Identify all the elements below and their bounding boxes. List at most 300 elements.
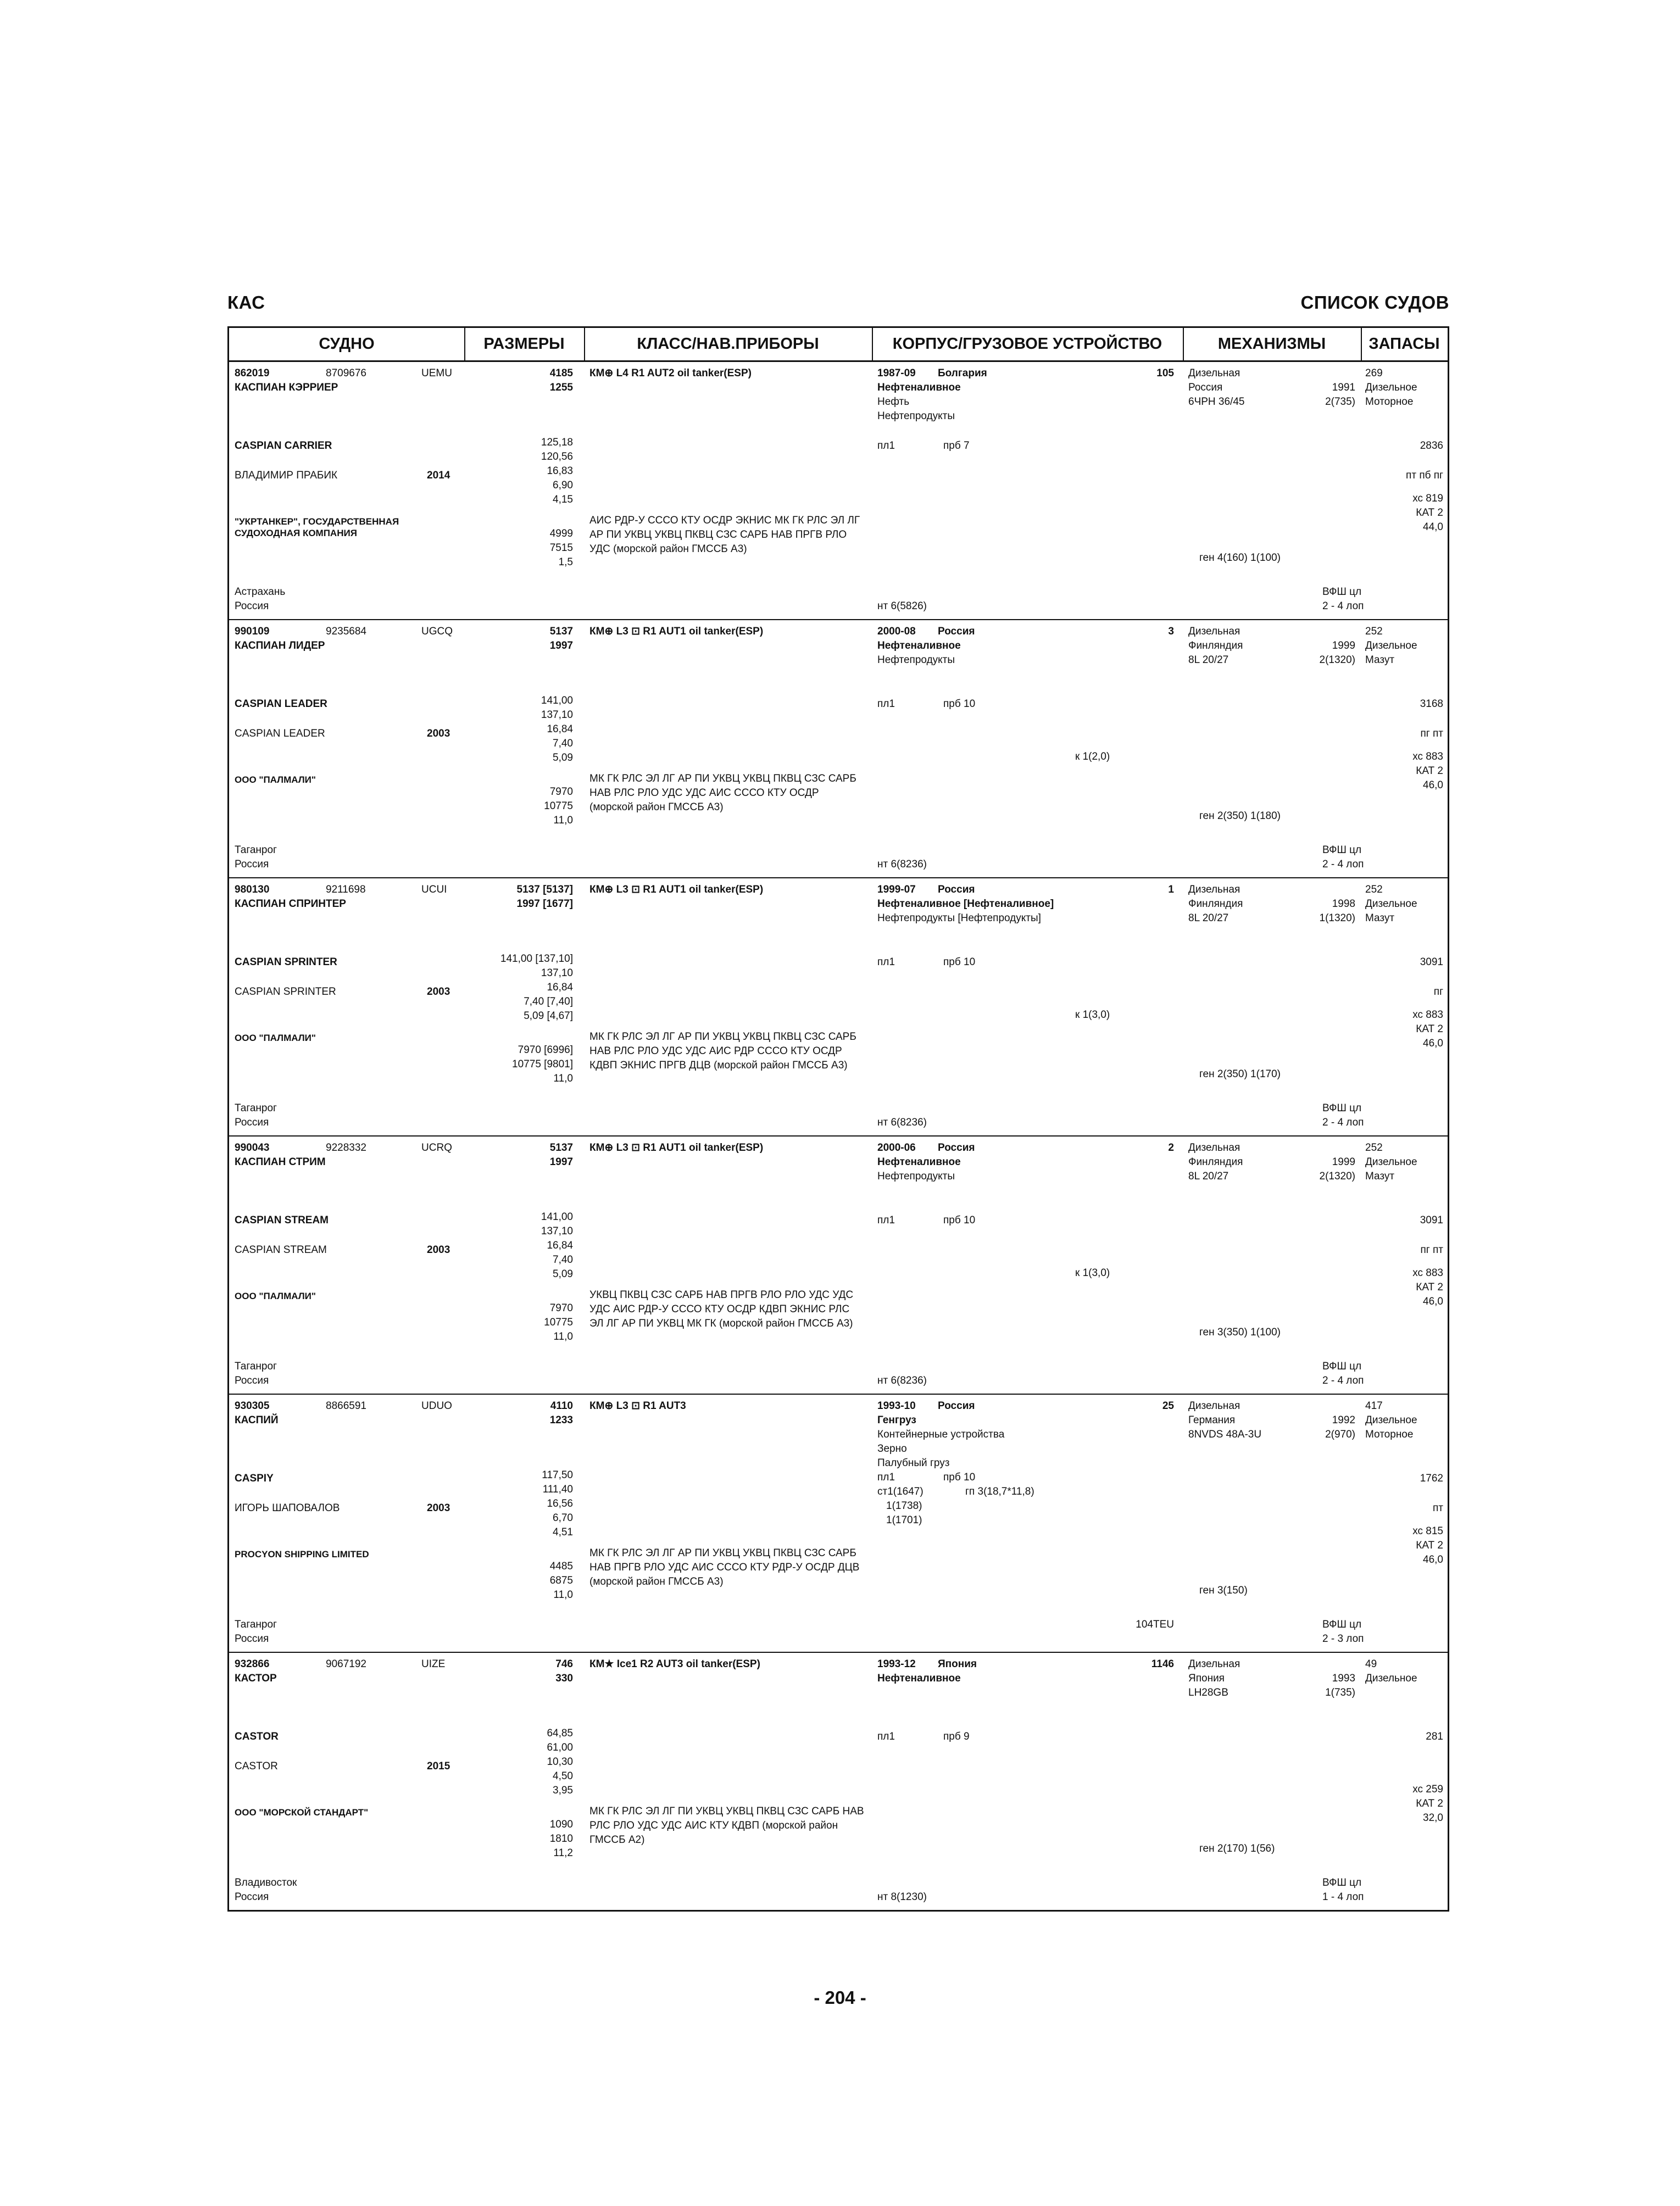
propeller-blades: 2 - 4 лоп: [1322, 1117, 1364, 1128]
dimension-value: 61,00: [547, 1742, 573, 1753]
former-year: 2014: [427, 470, 450, 481]
ship-record: [229, 1137, 1448, 1395]
engine-power: 1(1320): [1319, 912, 1355, 924]
supply-category: КАТ 2: [1416, 1282, 1443, 1293]
dimension-value: 7,40: [553, 738, 573, 749]
bulkhead-count: прб 10: [943, 1215, 976, 1226]
former-year: 2015: [427, 1761, 450, 1772]
engine-type: Дизельная: [1188, 367, 1240, 379]
hull-builder: Россия: [938, 1142, 975, 1154]
engine-power: 2(1320): [1319, 654, 1355, 666]
capacity-value: 4999: [549, 528, 573, 539]
engine-model: 8L 20/27: [1188, 1171, 1229, 1182]
tank-types: пг: [1433, 986, 1443, 998]
capacity-value: 7970: [549, 786, 573, 798]
propeller-type: ВФШ цл: [1322, 1102, 1362, 1114]
crane-info: к 1(3,0): [1075, 1009, 1110, 1021]
flag: Россия: [235, 1891, 269, 1903]
flag: Россия: [235, 1633, 269, 1645]
cargo-type: Нефтепродукты [Нефтепродукты]: [877, 912, 1041, 924]
ship-name-en: CASPIAN SPRINTER: [235, 956, 337, 968]
engine-model: 8L 20/27: [1188, 912, 1229, 924]
ballast-tanks: нт 6(8236): [877, 1375, 927, 1386]
imo-number: 9235684: [326, 626, 366, 637]
hull-build-date: 1993-10: [877, 1400, 916, 1412]
dimension-value: 137,10: [541, 967, 573, 979]
hatch-size: 1(1701): [886, 1514, 922, 1526]
dimension-value: 137,10: [541, 709, 573, 721]
dimension-value: 7,40 [7,40]: [524, 996, 573, 1007]
propeller-blades: 2 - 4 лоп: [1322, 859, 1364, 870]
hull-type: Нефтеналивное: [877, 1156, 961, 1168]
deck-count: пл1: [877, 1215, 895, 1226]
engine-model: LH28GB: [1188, 1687, 1228, 1698]
capacity-value: 11,0: [553, 1331, 573, 1342]
dimension-value: 16,84: [547, 1240, 573, 1251]
hull-type: Нефтеналивное: [877, 382, 961, 393]
cargo-type: Нефтепродукты: [877, 410, 955, 422]
ship-id: 930305: [235, 1400, 270, 1412]
ship-id: 990043: [235, 1142, 270, 1154]
nav-equipment: МК ГК РЛС ЭЛ ЛГ ПИ УКВЦ УКВЦ ПКВЦ СЗС САРБ НАВ РЛС РЛО УДС УДС АИС КТУ КДВП (морской район ГМССБ А2): [589, 1806, 864, 1846]
dimension-value: 64,85: [547, 1728, 573, 1739]
generators: ген 3(350) 1(100): [1199, 1327, 1281, 1338]
nav-equipment: МК ГК РЛС ЭЛ ЛГ АР ПИ УКВЦ УКВЦ ПКВЦ СЗС САРБ НАВ РЛС РЛО УДС УДС АИС СССО КТУ ОСДР (морской район ГМССБ А3): [589, 773, 856, 813]
capacity-value: 1810: [549, 1833, 573, 1845]
engine-year: 1999: [1332, 640, 1355, 651]
generators: ген 4(160) 1(100): [1199, 552, 1281, 564]
dimension-value: 141,00: [541, 1211, 573, 1223]
generators: ген 2(350) 1(180): [1199, 810, 1281, 822]
propeller-blades: 2 - 4 лоп: [1322, 600, 1364, 612]
capacity-value: 10775: [544, 1317, 573, 1328]
engine-power: 2(1320): [1319, 1171, 1355, 1182]
hull-type: Генгруз: [877, 1414, 916, 1426]
supply-value: 32,0: [1423, 1812, 1443, 1824]
former-name: CASPIAN LEADER: [235, 728, 325, 739]
net-tonnage: 1997: [549, 1156, 573, 1168]
owner: ООО "ПАЛМАЛИ": [235, 775, 316, 785]
supply-category: КАТ 2: [1416, 765, 1443, 777]
capacity-value: 7515: [549, 542, 573, 554]
ship-id: 980130: [235, 884, 270, 895]
supply-total: 417: [1365, 1400, 1383, 1412]
hull-build-date: 1999-07: [877, 884, 916, 895]
dimension-value: 4,15: [553, 494, 573, 505]
ship-name-ru: КАСПИАН КЭРРИЕР: [235, 382, 338, 393]
class-notation: КМ⊕ L3 ⊡ R1 AUT1 oil tanker(ESP): [589, 884, 764, 895]
dimension-value: 137,10: [541, 1225, 573, 1237]
supply-value: 46,0: [1423, 1554, 1443, 1566]
home-port: Таганрог: [235, 1361, 277, 1372]
call-sign: UDUO: [421, 1400, 452, 1412]
hull-type: Нефтеналивное: [877, 640, 961, 651]
fuel-type-1: Дизельное: [1365, 640, 1417, 651]
dimension-value: 16,56: [547, 1498, 573, 1509]
capacity-value: 6875: [549, 1575, 573, 1586]
cargo-type: Контейнерные устройства: [877, 1429, 1005, 1440]
deck-count: пл1: [877, 440, 895, 452]
dimension-value: 125,18: [541, 437, 573, 448]
ship-name-ru: КАСПИАН СТРИМ: [235, 1156, 326, 1168]
dimension-value: 111,40: [542, 1484, 573, 1495]
ship-id: 932866: [235, 1658, 270, 1670]
supply-capacity: 2836: [1420, 440, 1443, 452]
hull-number: 25: [1162, 1400, 1174, 1412]
nav-equipment: МК ГК РЛС ЭЛ ЛГ АР ПИ УКВЦ УКВЦ ПКВЦ СЗС САРБ НАВ ПРГВ РЛО УДС АИС СССО КТУ РДР-У ОСДР ДЦВ (морской район ГМССБ А3): [589, 1547, 860, 1587]
engine-country: Япония: [1188, 1673, 1225, 1684]
gross-tonnage: 4110: [550, 1400, 573, 1412]
container-capacity: 104TEU: [1136, 1619, 1174, 1630]
hull-builder: Россия: [938, 626, 975, 637]
ballast-tanks: нт 6(5826): [877, 600, 927, 612]
col-header-vessel: СУДНО: [229, 328, 464, 362]
hull-number: 1146: [1151, 1658, 1174, 1670]
former-name: ВЛАДИМИР ПРАБИК: [235, 470, 338, 481]
dimension-value: 16,84: [547, 723, 573, 735]
call-sign: UEMU: [421, 367, 452, 379]
hull-type: Нефтеналивное [Нефтеналивное]: [877, 898, 1054, 910]
dimension-value: 117,50: [542, 1469, 573, 1481]
capacity-value: 7970: [549, 1302, 573, 1314]
col-divider: [464, 328, 465, 362]
cargo-type: Нефтепродукты: [877, 654, 955, 666]
engine-year: 1992: [1332, 1414, 1355, 1426]
col-header-dimensions: РАЗМЕРЫ: [464, 328, 584, 362]
class-notation: КМ⊕ L3 ⊡ R1 AUT1 oil tanker(ESP): [589, 626, 764, 637]
class-notation: КМ⊕ L3 ⊡ R1 AUT1 oil tanker(ESP): [589, 1142, 764, 1154]
flag: Россия: [235, 1117, 269, 1128]
supply-category: КАТ 2: [1416, 1798, 1443, 1809]
fuel-type-1: Дизельное: [1365, 1673, 1417, 1684]
owner: ООО "ПАЛМАЛИ": [235, 1291, 316, 1301]
capacity-value: 11,2: [553, 1847, 573, 1859]
fuel-type-1: Дизельное: [1365, 898, 1417, 910]
fuel-type-2: Мазут: [1365, 1171, 1395, 1182]
imo-number: 8866591: [326, 1400, 366, 1412]
supply-capacity: 3091: [1420, 1215, 1443, 1226]
col-divider: [584, 328, 585, 362]
cargo-type: Нефть: [877, 396, 910, 408]
engine-type: Дизельная: [1188, 1658, 1240, 1670]
hull-number: 3: [1168, 626, 1174, 637]
engine-country: Финляндия: [1188, 1156, 1243, 1168]
page-number: - 204 -: [814, 1987, 866, 2008]
engine-power: 2(735): [1325, 396, 1355, 408]
capacity-value: 4485: [549, 1561, 573, 1572]
capacity-value: 1,5: [558, 556, 573, 568]
crane-info: к 1(2,0): [1075, 751, 1110, 762]
dimension-value: 6,70: [553, 1512, 573, 1524]
home-port: Таганрог: [235, 1619, 277, 1630]
dimension-value: 141,00: [541, 695, 573, 706]
engine-year: 1999: [1332, 1156, 1355, 1168]
ballast-tanks: нт 6(8236): [877, 859, 927, 870]
supply-capacity: 3168: [1420, 698, 1443, 710]
supply-xc: хс 815: [1412, 1525, 1443, 1537]
ship-record: [229, 1395, 1448, 1653]
bulkhead-count: прб 10: [943, 1472, 976, 1483]
flag: Россия: [235, 859, 269, 870]
engine-country: Россия: [1188, 382, 1223, 393]
supply-xc: хс 883: [1412, 751, 1443, 762]
supply-category: КАТ 2: [1416, 507, 1443, 519]
deck-count: пл1: [877, 956, 895, 968]
supply-xc: хс 883: [1412, 1009, 1443, 1021]
generators: ген 2(350) 1(170): [1199, 1068, 1281, 1080]
bulkhead-count: прб 9: [943, 1731, 970, 1742]
dimension-value: 16,83: [547, 465, 573, 477]
ship-id: 990109: [235, 626, 270, 637]
gross-tonnage: 5137: [549, 626, 573, 637]
ballast-tanks: нт 6(8236): [877, 1117, 927, 1128]
bulkhead-count: прб 10: [943, 956, 976, 968]
col-header-supplies: ЗАПАСЫ: [1361, 328, 1448, 362]
col-divider: [1183, 328, 1184, 362]
cargo-type: Палубный груз: [877, 1457, 950, 1469]
capacity-value: 7970 [6996]: [518, 1044, 573, 1056]
ship-name-ru: КАСПИЙ: [235, 1414, 279, 1426]
fuel-type-2: Моторное: [1365, 396, 1414, 408]
generators: ген 2(170) 1(56): [1199, 1843, 1275, 1854]
engine-type: Дизельная: [1188, 884, 1240, 895]
call-sign: UCUI: [421, 884, 447, 895]
home-port: Владивосток: [235, 1877, 297, 1889]
net-tonnage: 1233: [549, 1414, 573, 1426]
deck-count: пл1: [877, 1731, 895, 1742]
tank-types: пт пб пг: [1406, 470, 1443, 481]
home-port: Таганрог: [235, 844, 277, 856]
bulkhead-count: прб 7: [943, 440, 970, 452]
dimension-value: 7,40: [553, 1254, 573, 1266]
class-notation: КМ★ Ice1 R2 AUT3 oil tanker(ESP): [589, 1658, 760, 1670]
nav-equipment: УКВЦ ПКВЦ СЗС САРБ НАВ ПРГВ РЛО РЛО УДС УДС УДС АИС РДР-У СССО КТУ ОСДР КДВП ЭКНИС РЛС ЭЛ ЛГ АР ПИ УКВЦ МК ГК (морской район ГМССБ А3): [589, 1289, 854, 1329]
capacity-value: 11,0: [553, 1073, 573, 1084]
nav-equipment: МК ГК РЛС ЭЛ ЛГ АР ПИ УКВЦ УКВЦ ПКВЦ СЗС САРБ НАВ РЛС РЛО УДС УДС АИС РДР СССО КТУ ОСДР КДВП ЭКНИС ПРГВ ДЦВ (морской район ГМССБ А3): [589, 1031, 856, 1071]
imo-number: 8709676: [326, 367, 366, 379]
ship-name-ru: КАСПИАН СПРИНТЕР: [235, 898, 346, 910]
tank-types: пг пт: [1420, 728, 1443, 739]
hull-build-date: 2000-06: [877, 1142, 916, 1154]
engine-type: Дизельная: [1188, 626, 1240, 637]
imo-number: 9067192: [326, 1658, 366, 1670]
capacity-value: 10775: [544, 800, 573, 812]
supply-total: 269: [1365, 367, 1383, 379]
ship-record: [229, 878, 1448, 1137]
propeller-type: ВФШ цл: [1322, 1361, 1362, 1372]
home-port: Таганрог: [235, 1102, 277, 1114]
dimension-value: 4,51: [553, 1527, 573, 1538]
supply-capacity: 281: [1426, 1731, 1443, 1742]
supply-value: 44,0: [1423, 521, 1443, 533]
header-right: СПИСОК СУДОВ: [1300, 292, 1449, 313]
dimension-value: 141,00 [137,10]: [500, 953, 573, 965]
engine-year: 1991: [1332, 382, 1355, 393]
engine-power: 1(735): [1325, 1687, 1355, 1698]
net-tonnage: 1255: [549, 382, 573, 393]
call-sign: UIZE: [421, 1658, 446, 1670]
cargo-type: Нефтепродукты: [877, 1171, 955, 1182]
hull-build-date: 1987-09: [877, 367, 916, 379]
capacity-value: 11,0: [553, 815, 573, 826]
col-divider: [1361, 328, 1362, 362]
hull-builder: Япония: [938, 1658, 977, 1670]
net-tonnage: 330: [555, 1673, 573, 1684]
col-header-hull: КОРПУС/ГРУЗОВОЕ УСТРОЙСТВО: [872, 328, 1183, 362]
dimension-value: 10,30: [547, 1756, 573, 1768]
capacity-value: 1090: [549, 1819, 573, 1830]
fuel-type-2: Моторное: [1365, 1429, 1414, 1440]
engine-model: 8NVDS 48A-3U: [1188, 1429, 1262, 1440]
supply-xc: хс 259: [1412, 1784, 1443, 1795]
dimension-value: 5,09: [553, 752, 573, 764]
crane-info: к 1(3,0): [1075, 1267, 1110, 1279]
former-year: 2003: [427, 1502, 450, 1514]
supply-total: 252: [1365, 626, 1383, 637]
imo-number: 9228332: [326, 1142, 366, 1154]
nav-equipment: АИС РДР-У СССО КТУ ОСДР ЭКНИС МК ГК РЛС ЭЛ ЛГ АР ПИ УКВЦ УКВЦ ПКВЦ СЗС САРБ НАВ ПРГВ РЛО УДС (морской район ГМССБ А3): [589, 515, 860, 555]
hull-number: 105: [1156, 367, 1174, 379]
class-notation: КМ⊕ L3 ⊡ R1 AUT3: [589, 1400, 686, 1412]
supply-total: 252: [1365, 884, 1383, 895]
ship-list-table: [227, 326, 1449, 1912]
fuel-type-2: Мазут: [1365, 912, 1395, 924]
fuel-type-1: Дизельное: [1365, 382, 1417, 393]
propeller-type: ВФШ цл: [1322, 1619, 1362, 1630]
gross-tonnage: 5137: [549, 1142, 573, 1154]
capacity-value: 10775 [9801]: [512, 1059, 573, 1070]
propeller-blades: 2 - 3 лоп: [1322, 1633, 1364, 1645]
fuel-type-1: Дизельное: [1365, 1414, 1417, 1426]
flag: Россия: [235, 600, 269, 612]
former-name: ИГОРЬ ШАПОВАЛОВ: [235, 1502, 340, 1514]
flag: Россия: [235, 1375, 269, 1386]
ship-name-en: CASPIAN LEADER: [235, 698, 327, 710]
imo-number: 9211698: [326, 884, 366, 895]
gross-tonnage: 746: [555, 1658, 573, 1670]
propeller-type: ВФШ цл: [1322, 586, 1362, 598]
hull-builder: Россия: [938, 1400, 975, 1412]
hull-number: 2: [1168, 1142, 1174, 1154]
dimension-value: 5,09: [553, 1268, 573, 1280]
net-tonnage: 1997 [1677]: [516, 898, 573, 910]
ship-record: [229, 620, 1448, 878]
engine-country: Германия: [1188, 1414, 1236, 1426]
deck-count: пл1: [877, 1472, 895, 1483]
ship-name-en: CASPIAN CARRIER: [235, 440, 332, 452]
propeller-type: ВФШ цл: [1322, 1877, 1362, 1889]
ship-name-ru: КАСТОР: [235, 1673, 277, 1684]
owner: "УКРТАНКЕР", ГОСУДАРСТВЕННАЯ СУДОХОДНАЯ КОМПАНИЯ: [235, 516, 399, 538]
col-header-machinery: МЕХАНИЗМЫ: [1183, 328, 1361, 362]
propeller-blades: 1 - 4 лоп: [1322, 1891, 1364, 1903]
ship-name-en: CASPIAN STREAM: [235, 1215, 329, 1226]
supply-capacity: 3091: [1420, 956, 1443, 968]
owner: ООО "МОРСКОЙ СТАНДАРТ": [235, 1807, 369, 1818]
engine-country: Финляндия: [1188, 898, 1243, 910]
hatch-size: ст1(1647): [877, 1486, 924, 1497]
bulkhead-count: прб 10: [943, 698, 976, 710]
dimension-value: 16,84: [547, 982, 573, 993]
ship-id: 862019: [235, 367, 270, 379]
former-year: 2003: [427, 1244, 450, 1256]
owner: ООО "ПАЛМАЛИ": [235, 1033, 316, 1043]
gross-tonnage: 5137 [5137]: [516, 884, 573, 895]
fuel-type-2: Мазут: [1365, 654, 1395, 666]
tank-types: пг пт: [1420, 1244, 1443, 1256]
gross-tonnage: 4185: [549, 367, 573, 379]
engine-type: Дизельная: [1188, 1142, 1240, 1154]
former-name: CASPIAN SPRINTER: [235, 986, 336, 998]
call-sign: UCRQ: [421, 1142, 452, 1154]
supply-total: 252: [1365, 1142, 1383, 1154]
supply-value: 46,0: [1423, 779, 1443, 791]
hull-build-date: 1993-12: [877, 1658, 916, 1670]
engine-type: Дизельная: [1188, 1400, 1240, 1412]
col-divider: [872, 328, 873, 362]
hull-type: Нефтеналивное: [877, 1673, 961, 1684]
owner: PROCYON SHIPPING LIMITED: [235, 1549, 369, 1559]
supply-xc: хс 819: [1412, 493, 1443, 504]
cargo-type: Зерно: [877, 1443, 907, 1455]
hatch-size: 1(1738): [886, 1500, 922, 1512]
dimension-value: 4,50: [553, 1770, 573, 1782]
supply-xc: хс 883: [1412, 1267, 1443, 1279]
supply-total: 49: [1365, 1658, 1377, 1670]
dimension-value: 3,95: [553, 1785, 573, 1796]
propeller-type: ВФШ цл: [1322, 844, 1362, 856]
hull-build-date: 2000-08: [877, 626, 916, 637]
net-tonnage: 1997: [549, 640, 573, 651]
ship-name-en: CASTOR: [235, 1731, 279, 1742]
header-left: КАС: [227, 292, 265, 313]
dimension-value: 5,09 [4,67]: [524, 1010, 573, 1022]
former-year: 2003: [427, 728, 450, 739]
engine-model: 6ЧРН 36/45: [1188, 396, 1245, 408]
tank-types: пт: [1433, 1502, 1443, 1514]
former-year: 2003: [427, 986, 450, 998]
supply-category: КАТ 2: [1416, 1540, 1443, 1551]
ship-record: [229, 362, 1448, 620]
engine-year: 1993: [1332, 1673, 1355, 1684]
engine-year: 1998: [1332, 898, 1355, 910]
col-header-class: КЛАСС/НАВ.ПРИБОРЫ: [584, 328, 872, 362]
former-name: CASPIAN STREAM: [235, 1244, 327, 1256]
dimension-value: 6,90: [553, 480, 573, 491]
dimension-value: 120,56: [541, 451, 573, 463]
engine-power: 2(970): [1325, 1429, 1355, 1440]
supply-value: 46,0: [1423, 1296, 1443, 1307]
supply-capacity: 1762: [1420, 1473, 1443, 1484]
ballast-tanks: нт 8(1230): [877, 1891, 927, 1903]
ship-record: [229, 1653, 1448, 1911]
ship-name-ru: КАСПИАН ЛИДЕР: [235, 640, 325, 651]
engine-country: Финляндия: [1188, 640, 1243, 651]
generators: ген 3(150): [1199, 1585, 1248, 1596]
supply-value: 46,0: [1423, 1038, 1443, 1049]
propeller-blades: 2 - 4 лоп: [1322, 1375, 1364, 1386]
capacity-value: 11,0: [553, 1589, 573, 1601]
deck-count: пл1: [877, 698, 895, 710]
supply-category: КАТ 2: [1416, 1023, 1443, 1035]
engine-model: 8L 20/27: [1188, 654, 1229, 666]
fuel-type-1: Дизельное: [1365, 1156, 1417, 1168]
ship-name-en: CASPIY: [235, 1473, 274, 1484]
hull-builder: Россия: [938, 884, 975, 895]
class-notation: КМ⊕ L4 R1 AUT2 oil tanker(ESP): [589, 367, 752, 379]
cargo-gear: гп 3(18,7*11,8): [965, 1486, 1034, 1497]
hull-builder: Болгария: [938, 367, 987, 379]
